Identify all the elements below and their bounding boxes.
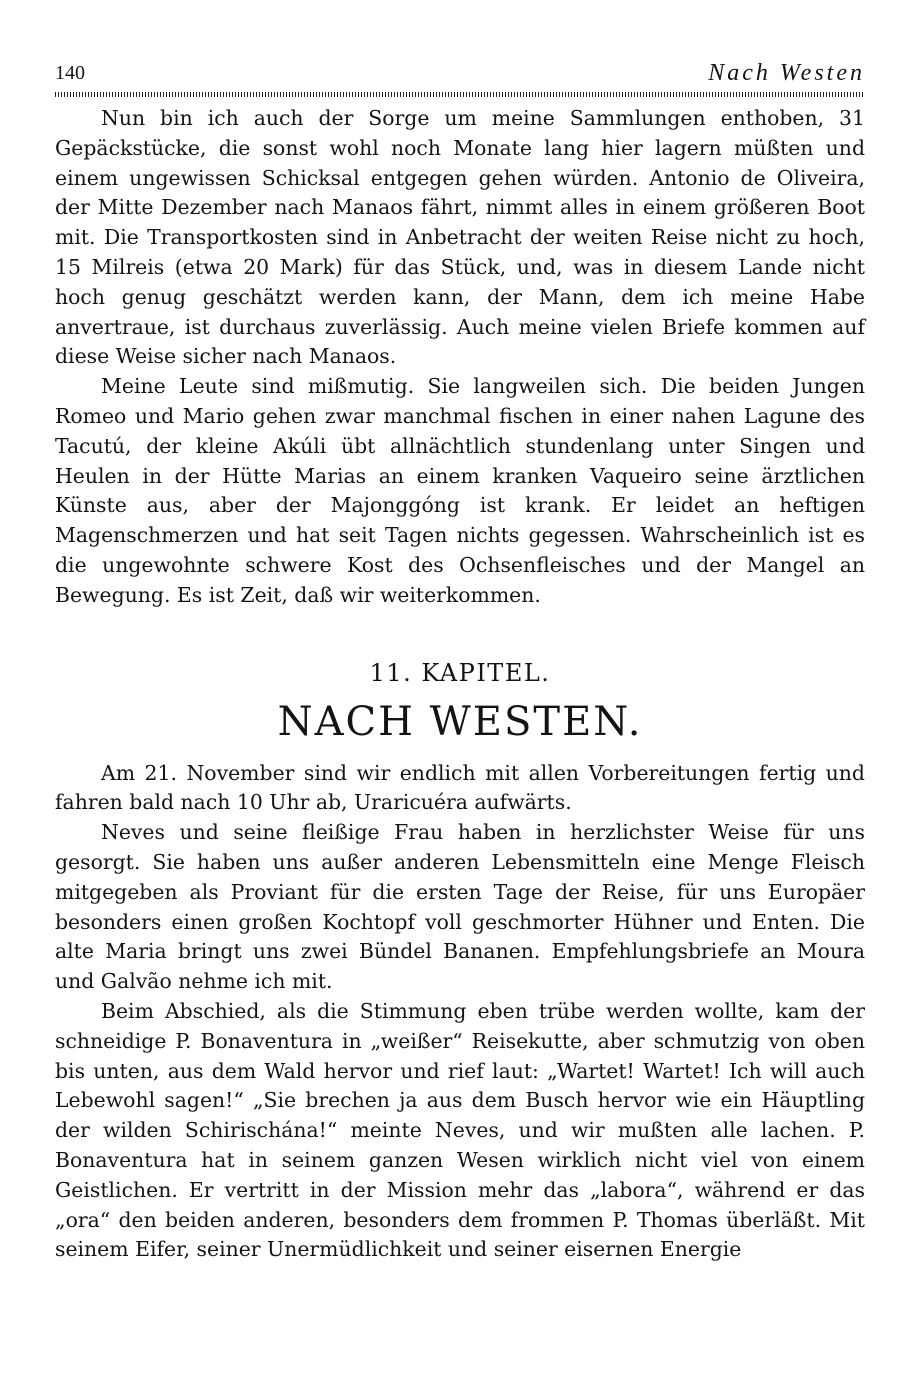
body-text-chapter xyxy=(55,759,865,1266)
page-number: 140 xyxy=(55,62,85,84)
paragraph: Neves und seine fleißige Frau haben in herzlichster Weise für uns gesorgt. Sie haben uns außer anderen Lebensmitteln eine Menge Fleisch mitgegeben als Proviant für die ersten Tage der Reise, für uns Europäer besonders einen großen Kochtopf voll geschmorter Hühner und Enten. Die alte Maria bringt uns zwei Bündel Bananen. Empfehlungsbriefe an Moura und Galvão nehme ich mit. xyxy=(55,820,865,994)
paragraph: Meine Leute sind mißmutig. Sie langweilen sich. Die beiden Jungen Romeo und Mario gehen zwar manchmal fischen in einer nahen Lagune des Tacutú, der kleine Akúli übt allnächtlich stundenlang unter Singen und Heulen in der Hütte Marias an einem kranken Vaqueiro seine ärztlichen Künste aus, aber der Majonggóng ist krank. Er leidet an heftigen Magenschmerzen und hat seit Tagen nichts gegessen. Wahrscheinlich ist es die ungewohnte schwere Kost des Ochsenfleisches und der Mangel an Bewegung. Es ist Zeit, daß wir weiterkommen. xyxy=(55,374,865,607)
paragraph: Beim Abschied, als die Stimmung eben trübe werden wollte, kam der schneidige P. Bonaventura in „weißer“ Reisekutte, aber schmutzig von oben bis unten, aus dem Wald hervor und rief laut: „Wartet! Wartet! Ich will auch Lebewohl sagen!“ „Sie brechen ja aus dem Busch hervor wie ein Häuptling der wilden Schirischána!“ meinte Neves, und wir mußten alle lachen. P. Bonaventura hat in seinem ganzen Wesen wirklich nicht viel von einem Geistlichen. Er vertritt in der Mission mehr das „labora“, während er das „ora“ den beiden anderen, besonders dem frommen P. Thomas überläßt. Mit seinem Eifer, seiner Unermüdlichkeit und seiner eisernen Energie xyxy=(55,998,865,1262)
body-text-before-chapter xyxy=(55,104,865,611)
book-page xyxy=(55,60,865,1265)
running-header xyxy=(55,60,865,88)
header-rule xyxy=(55,92,865,97)
chapter-number: 11. KAPITEL. xyxy=(369,658,551,687)
paragraph: Nun bin ich auch der Sorge um meine Sammlungen enthoben, 31 Gepäckstücke, die sonst wohl noch Monate lang hier lagern müßten und einem ungewissen Schicksal entgegen gehen würden. Antonio de Oliveira, der Mitte Dezember nach Manaos fährt, nimmt alles in einem größeren Boot mit. Die Transportkosten sind in Anbetracht der weiten Reise nicht zu hoch, 15 Milreis (etwa 20 Mark) für das Stück, und, was in diesem Lande nicht hoch genug geschätzt werden kann, der Mann, dem ich meine Habe anvertraue, ist durchaus zuverlässig. Auch meine vielen Briefe kommen auf diese Weise sicher nach Manaos. xyxy=(55,106,865,369)
chapter-title: NACH WESTEN. xyxy=(277,698,643,745)
paragraph: Am 21. November sind wir endlich mit allen Vorbereitungen fertig und fahren bald nach 10 Uhr ab, Uraricuéra aufwärts. xyxy=(55,760,865,815)
running-title: Nach Westen xyxy=(708,60,865,86)
